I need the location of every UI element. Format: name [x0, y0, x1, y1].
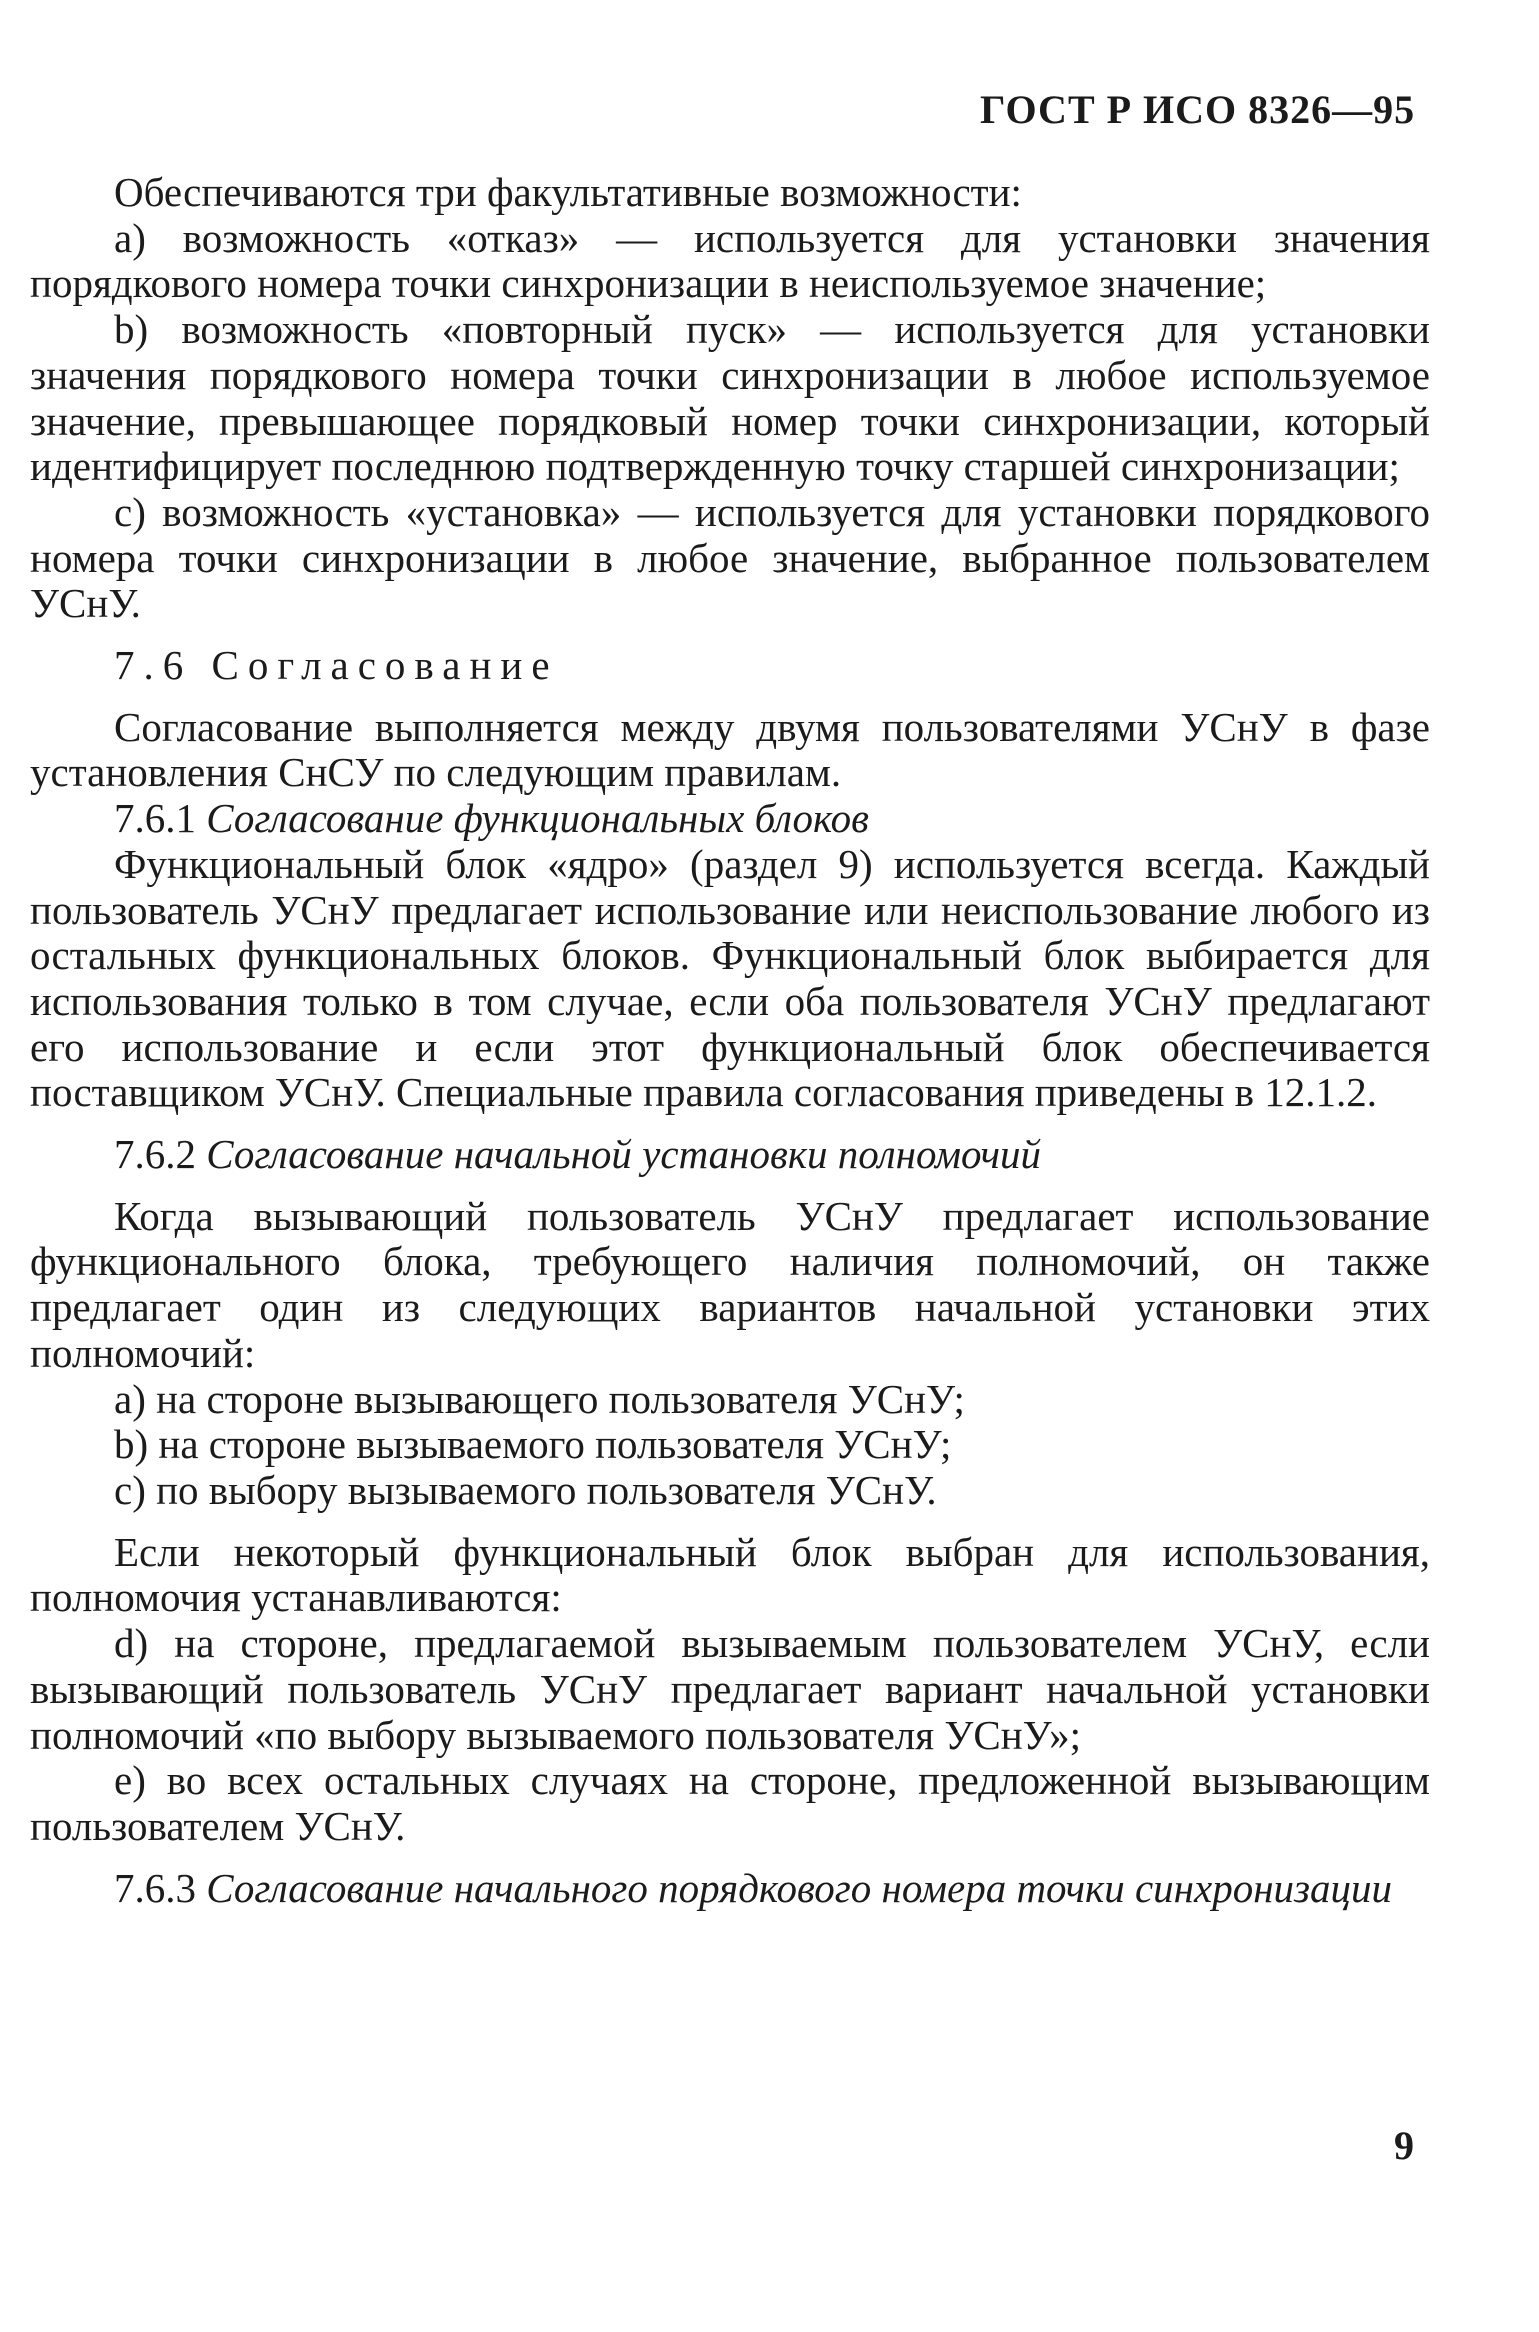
page-number: 9 [1394, 2123, 1414, 2168]
paragraph-options-intro: Обеспечиваются три факультативные возможности: [114, 169, 1022, 215]
paragraph-tokens-intro: Когда вызывающий пользователь УСнУ предлагает использование функционального блока, требующего наличия полномочий, он также предлагает один из следующих вариантов начальной установки этих полномочий: [30, 1192, 1430, 1376]
paragraph-token-rule-d: d) на стороне, предлагаемой вызываемым пользователем УСнУ, если вызывающий пользователь УСнУ предлагает вариант начальной установки полномочий «по выбору вызываемого пользователя УСнУ»; [30, 1620, 1430, 1758]
paragraph-option-a: a) возможность «отказ» — используется для установки значения порядкового номера точки синхронизации в неиспользуемое значение; [30, 214, 1430, 307]
paragraph-option-c: c) возможность «установка» — используется для установки порядкового номера точки синхронизации в любое значение, выбранное пользователем УСнУ. [30, 488, 1430, 627]
subsection-heading-7-6-2 [30, 1132, 1430, 1178]
section-heading-7-6: 7.6 Согласование [114, 642, 559, 689]
document-header: ГОСТ Р ИСО 8326—95 [980, 87, 1416, 132]
paragraph-tokens-rule: Если некоторый функциональный блок выбран для использования, полномочия устанавливаются: [30, 1528, 1430, 1621]
subsection-heading-7-6-1 [30, 796, 1430, 842]
subsection-heading-7-6-3 [30, 1866, 1430, 1912]
document-body [30, 170, 1430, 1911]
paragraph-option-b: b) возможность «повторный пуск» — используется для установки значения порядкового номера точки синхронизации в любое используемое значение, превышающее порядковый номер точки синхронизации, который идентифицирует последнюю подтвержденную точку старшей синхронизации; [30, 306, 1430, 490]
paragraph-token-rule-e: e) во всех остальных случаях на стороне, предложенной вызывающим пользователем УСнУ. [30, 1757, 1430, 1849]
paragraph-functional-blocks: Функциональный блок «ядро» (раздел 9) используется всегда. Каждый пользователь УСнУ предлагает использование или неиспользование любого из остальных функциональных блоков. Функциональный блок выбирается для использования только в том случае, если оба пользователя УСнУ предлагают его использование и если этот функциональный блок обеспечивается поставщиком УСнУ. Специальные правила согласования приведены в 12.1.2. [30, 840, 1430, 1116]
subsection-number: 7.6.2 [114, 1131, 196, 1178]
paragraph-token-option-a: a) на стороне вызывающего пользователя УСнУ; [114, 1375, 965, 1422]
subsection-title: Согласование функциональных блоков [206, 795, 869, 842]
paragraph-token-option-c: c) по выбору вызываемого пользователя УСнУ. [114, 1466, 937, 1513]
subsection-number: 7.6.1 [114, 795, 196, 842]
paragraph-negotiation-intro: Согласование выполняется между двумя пользователями УСнУ в фазе установления СнСУ по следующим правилам. [30, 703, 1430, 796]
subsection-number: 7.6.3 [114, 1864, 196, 1911]
subsection-title: Согласование начального порядкового номера точки синхронизации [206, 1864, 1393, 1911]
subsection-title: Согласование начальной установки полномочий [206, 1131, 1042, 1178]
paragraph-token-option-b: b) на стороне вызываемого пользователя УСнУ; [114, 1421, 952, 1468]
